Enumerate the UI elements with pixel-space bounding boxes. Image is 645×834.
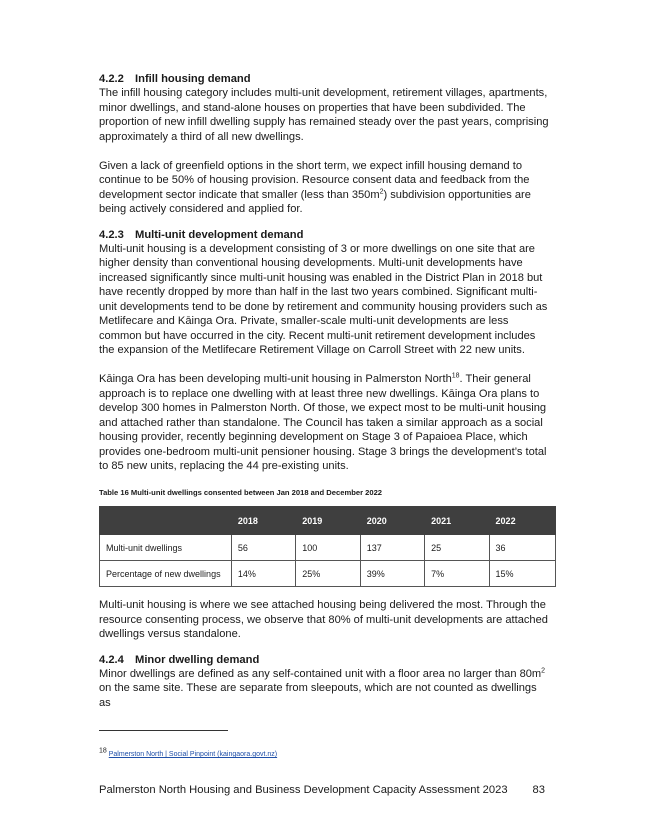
table-cell: 15% xyxy=(489,561,555,587)
table-cell: 14% xyxy=(231,561,295,587)
section-number: 4.2.2 xyxy=(99,73,124,85)
header-cell xyxy=(100,507,232,535)
footnote-separator xyxy=(99,730,228,731)
header-cell: 2018 xyxy=(231,507,295,535)
multi-unit-paragraph-1: Multi-unit housing is a development consisting of 3 or more dwellings on one site that are higher density than conventional housing developments. Multi-unit developments have increased significantly since multi-unit housing was enabled in the District Plan in 2018 but have recently dropped by more than half in the last two years combined. Significant multi-unit developments tend to be done by retirement and community housing providers such as Metlifecare and Kāinga Ora. Private, smaller-scale multi-unit developments are less common but have occurred in the city. Recent multi-unit retirement development includes the expansion of the Metlifecare Retirement Village on Carroll Street with 22 new units. xyxy=(99,242,548,356)
text-run: Kāinga Ora has been developing multi-unit housing in Palmerston North xyxy=(99,373,452,385)
table-cell: 137 xyxy=(360,535,424,561)
table-row xyxy=(100,535,556,561)
heading-4-2-3 xyxy=(99,228,549,242)
superscript: 2 xyxy=(379,187,384,195)
table-cell: 39% xyxy=(360,561,424,587)
table-cell: 25 xyxy=(425,535,489,561)
footnote-link[interactable]: Palmerston North | Social Pinpoint (kaingaora.govt.nz) xyxy=(108,751,278,758)
text-run: Minor dwellings are defined as any self-contained unit with a floor area no larger than 80m xyxy=(99,667,542,680)
header-cell: 2020 xyxy=(360,507,424,535)
footnote-mark: 18 xyxy=(99,747,107,755)
infill-paragraph-1: The infill housing category includes multi-unit development, retirement villages, apartments, minor dwellings, and stand-alone houses on properties that have been subdivided. The proportion of new infill dwelling supply has remained steady over the past years, comprising approximately a third of all new dwellings. xyxy=(99,87,549,143)
superscript: 2 xyxy=(541,666,546,674)
section-number: 4.2.4 xyxy=(99,653,124,666)
section-title: Minor dwelling demand xyxy=(135,653,260,666)
table-row xyxy=(100,561,556,587)
table-cell: 100 xyxy=(296,535,360,561)
table-cell: 7% xyxy=(425,561,489,587)
minor-dwelling-paragraph xyxy=(99,667,549,711)
table-cell: 56 xyxy=(231,535,295,561)
table-cell: Percentage of new dwellings xyxy=(100,561,232,587)
text-run: ) subdivision opportunities are being actively considered and applied for. xyxy=(99,188,531,215)
section-title: Infill housing demand xyxy=(135,73,251,85)
table-cell: 36 xyxy=(489,535,555,561)
page-body xyxy=(99,72,549,710)
table-cell: Multi-unit dwellings xyxy=(100,535,232,561)
text-run: on the same site. These are separate from sleepouts, which are not counted as dwellings as xyxy=(99,682,537,709)
attached-housing-paragraph: Multi-unit housing is where we see attached housing being delivered the most. Through the resource consenting process, we observe that 80% of multi-unit developments are attached dwellings versus standalone. xyxy=(99,599,548,640)
footnote-ref[interactable]: 18 xyxy=(451,372,460,380)
page-footer xyxy=(99,784,545,796)
table-caption: Table 16 Multi-unit dwellings consented between Jan 2018 and December 2022 xyxy=(99,488,383,497)
table-cell: 25% xyxy=(296,561,360,587)
header-cell: 2019 xyxy=(296,507,360,535)
multi-unit-paragraph-2 xyxy=(99,372,549,474)
multi-unit-table xyxy=(99,506,556,587)
header-cell: 2022 xyxy=(489,507,555,535)
footer-title: Palmerston North Housing and Business Development Capacity Assessment 2023 xyxy=(99,784,508,796)
header-cell: 2021 xyxy=(425,507,489,535)
heading-4-2-4 xyxy=(99,653,549,667)
table-header-row xyxy=(100,507,556,535)
heading-4-2-2 xyxy=(99,72,549,86)
text-run: Given a lack of greenfield options in the short term, we expect infill housing demand to continue to be 50% of housing provision. Resource consent data and feedback from the development sector indicate that smaller (less than 350m xyxy=(99,159,530,201)
infill-paragraph-2 xyxy=(99,159,549,217)
section-title: Multi-unit development demand xyxy=(135,228,304,241)
footnote xyxy=(99,747,278,759)
page-number: 83 xyxy=(532,784,545,796)
section-number: 4.2.3 xyxy=(99,228,124,241)
text-run: . Their general approach is to replace one dwelling with at least three new dwellings. Kāinga Ora plans to develop 300 homes in Palmerston North. Of those, we expect most to be multi-unit housing and attached rather than standalone. The Council has taken a similar approach as a social housing provider, recently beginning development on Stage 3 of Papaioea Place, which provides one-bedroom multi-unit pensioner housing. Stage 3 brings the development’s total to 85 new units, replacing the 44 pre-existing units. xyxy=(99,373,547,472)
